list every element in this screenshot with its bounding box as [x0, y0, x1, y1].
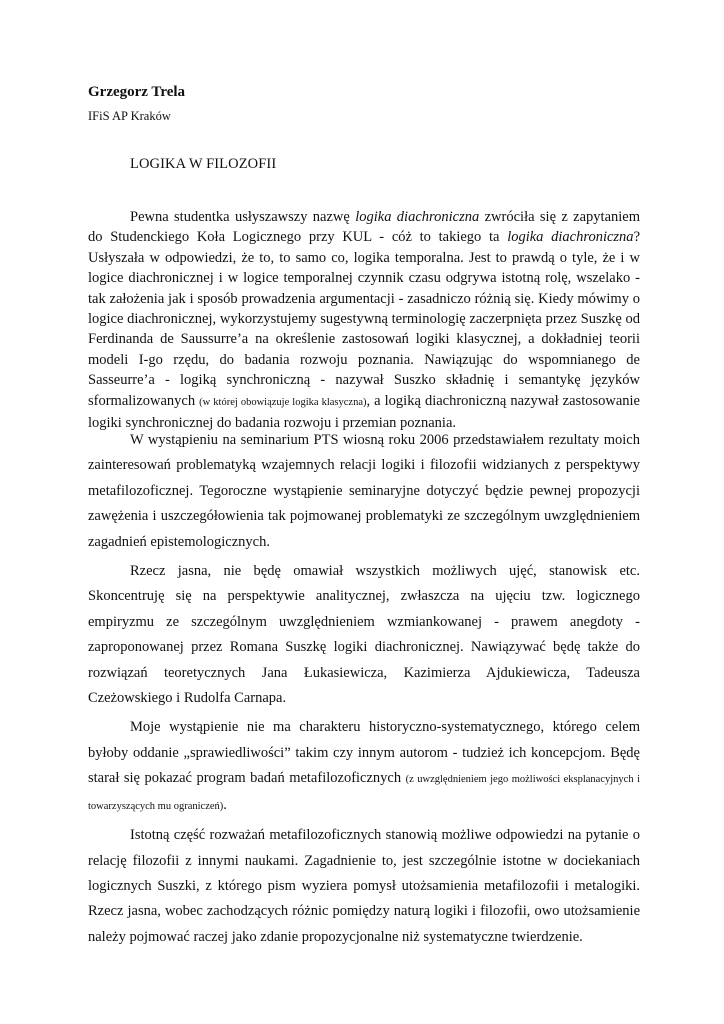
p1-term-1: logika diachroniczna [355, 209, 480, 225]
paragraph-3: Rzecz jasna, nie będę omawiał wszystkich możliwych ujęć, stanowisk etc. Skoncentruję się na perspektywie analitycznej, zwłaszcza na ujęciu tzw. logicznego empiryzmu ze szczególnym uwzględnieniem wzmiankowanej - prawem anegdoty - zaproponowanej przez Romana Suszkę logiki diachronicznej. Nawiązywać będę także do rozwiązań teoretycznych Jana Łukasiewicza, Kazimierza Ajdukiewicza, Tadeusza Czeżowskiego i Rudolfa Carnapa. [88, 563, 640, 707]
p4-text-2: . [223, 796, 227, 813]
p1-text-4: , a logiką diachroniczną nazywał zastosowanie logiki synchronicznej do badania rozwoju i przemian poznania. [88, 392, 640, 432]
p4-small-note: (z uwzględnieniem jego możliwości eksplanacyjnych i towarzyszących mu ograniczeń) [88, 774, 640, 812]
affiliation: IFiS AP Kraków [88, 109, 171, 123]
p4-text-1: Moje wystąpienie nie ma charakteru historyczno-systematycznego, którego celem byłoby oddanie „sprawiedliwości” takim czy innym autorom - tudzież ich koncepcjom. Będę starał się pokazać program badań metafilozoficznych [88, 719, 640, 787]
p1-text-2: zwróciła się z zapytaniem do Studenckiego Koła Logicznego przy KUL - cóż to takiego ta [88, 209, 640, 246]
author-name: Grzegorz Trela [88, 84, 186, 100]
document-title: LOGIKA W FILOZOFII [130, 156, 277, 172]
p1-term-2: logika diachroniczna [507, 229, 634, 246]
paragraph-1 [88, 207, 640, 433]
paragraph-2: W wystąpieniu na seminarium PTS wiosną roku 2006 przedstawiałem rezultaty moich zainteresowań problematyką wzajemnych relacji logiki i filozofii widzianych z perspektywy metafilozoficznej. Tegoroczne wystąpienie seminaryjne dotyczyć będzie pewnej propozycji zawężenia i uszczegółowienia tak pojmowanej problematyki ze szczególnym uwzględnieniem zagadnień epistemologicznych. [88, 432, 640, 550]
p1-text-1: Pewna studentka usłyszawszy nazwę [130, 209, 356, 225]
paragraph-4 [88, 715, 640, 819]
paragraph-5: Istotną część rozważań metafilozoficznych stanowią możliwe odpowiedzi na pytanie o relację filozofii z innymi naukami. Zagadnienie to, jest szczególnie istotne w dociekaniach logicznych Suszki, z którego pism wyziera pomysł utożsamienia metafilozofii i metalogiki. Rzecz jasna, wobec zachodzących różnic pomiędzy naturą logiki i filozofii, owo utożsamienie należy pojmować raczej jako zdanie propozycjonalne niż systematyczne twierdzenie. [88, 827, 640, 945]
p1-small-note: (w której obowiązuje logika klasyczna) [199, 396, 367, 408]
p1-text-3: ? Usłyszała w odpowiedzi, że to, to samo co, logika temporalna. Jest to prawdą o tyle, że i w logice diachronicznej i w logice temporalnej czynnik czasu odgrywa istotną rolę, wszelako - tak założenia jak i sposób prowadzenia argumentacji - zasadniczo różnią się. Kiedy mówimy o logice diachronicznej, wykorzystujemy sugestywną terminologię zaczerpnięta przez Suszkę od Ferdinanda de Saussurre’a na określenie zastosowań logiki klasycznej, a dokładniej teorii modeli I-go rzędu, do badania rozwoju poznania. Nawiązując do wspomnianego de Sasseurre’a - logiką synchroniczną - nazywał Suszko składnię i semantykę języków sformalizowanych [88, 229, 640, 409]
body-text [88, 428, 640, 954]
